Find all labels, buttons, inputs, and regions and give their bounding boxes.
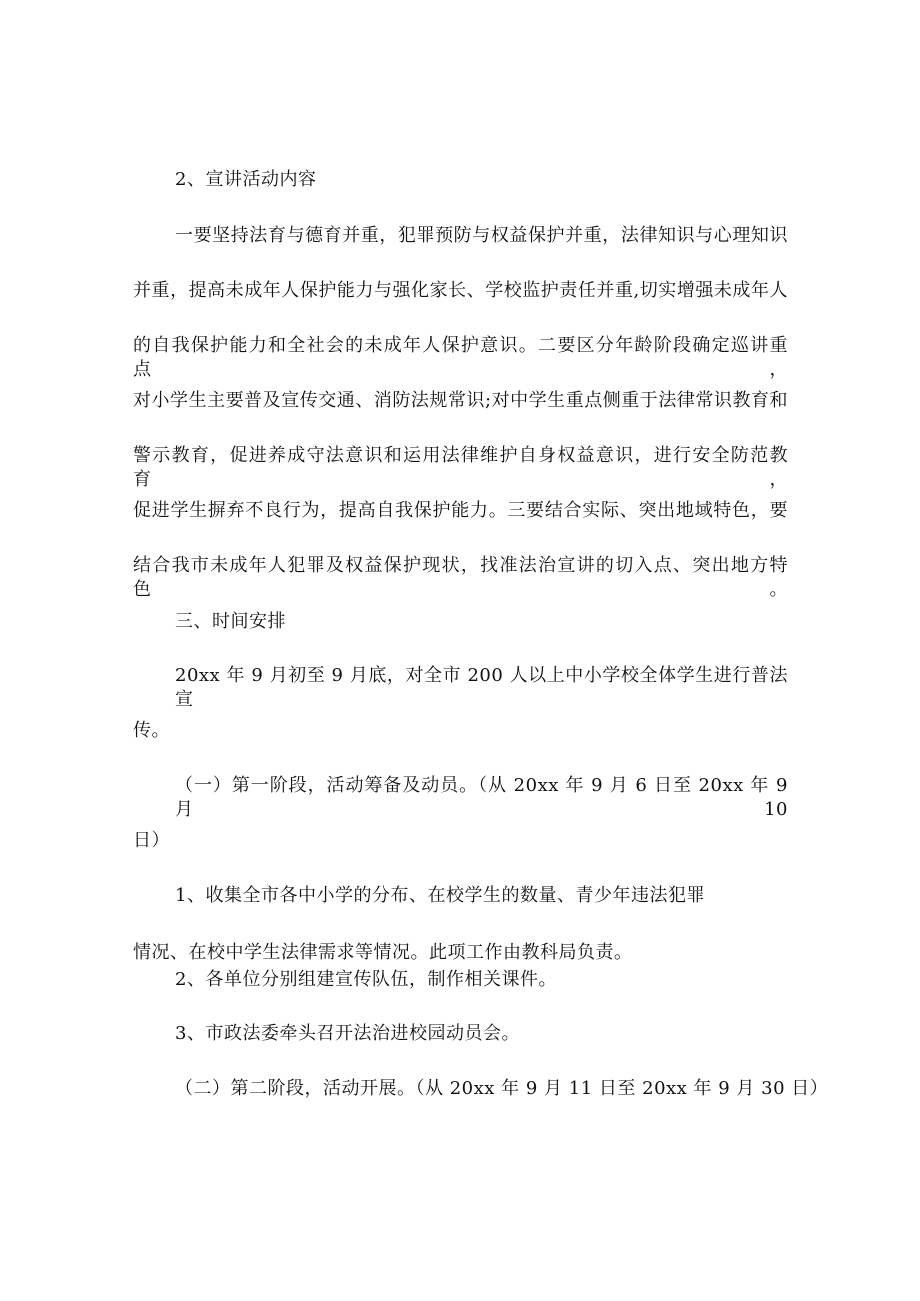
stage-two: （二）第二阶段，活动开展。（从 20xx 年 9 月 11 日至 20xx 年 9 月 30 日） (175, 1078, 829, 1099)
paragraph-content-line-4: 对小学生主要普及宣传交通、消防法规常识;对中学生重点侧重于法律常识教育和 (133, 390, 788, 411)
heading-schedule: 三、时间安排 (175, 611, 286, 632)
paragraph-content-line-7: 结合我市未成年人犯罪及权益保护现状，找准法治宣讲的切入点、突出地方特色。 (133, 555, 788, 600)
paragraph-content-line-5: 警示教育，促进养成守法意识和运用法律维护自身权益意识，进行安全防范教育， (133, 445, 788, 490)
paragraph-schedule-line-2: 传。 (133, 720, 170, 741)
paragraph-content-line-6: 促进学生摒弃不良行为，提高自我保护能力。三要结合实际、突出地域特色，要 (133, 500, 788, 521)
paragraph-schedule-line-1: 20xx 年 9 月初至 9 月底，对全市 200 人以上中小学校全体学生进行普法宣 (175, 665, 788, 710)
stage-one-line-1: （一）第一阶段，活动筹备及动员。（从 20xx 年 9 月 6 日至 20xx 年 9 月 10 (175, 775, 788, 820)
item-one-line-2: 情况、在校中学生法律需求等情况。此项工作由教科局负责。 (133, 942, 633, 963)
item-three: 3、市政法委牵头召开法治进校园动员会。 (175, 1023, 520, 1044)
heading-content: 2、宣讲活动内容 (175, 169, 317, 190)
paragraph-content-line-1: 一要坚持法育与德育并重，犯罪预防与权益保护并重，法律知识与心理知识 (175, 225, 788, 246)
item-two: 2、各单位分别组建宣传队伍，制作相关课件。 (175, 969, 557, 990)
item-one-line-1: 1、收集全市各中小学的分布、在校学生的数量、青少年违法犯罪 (175, 885, 705, 906)
paragraph-content-line-2: 并重，提高未成年人保护能力与强化家长、学校监护责任并重,切实增强未成年人 (133, 280, 788, 301)
stage-one-line-2: 日） (133, 830, 170, 851)
paragraph-content-line-3: 的自我保护能力和全社会的未成年人保护意识。二要区分年龄阶段确定巡讲重点， (133, 335, 788, 380)
